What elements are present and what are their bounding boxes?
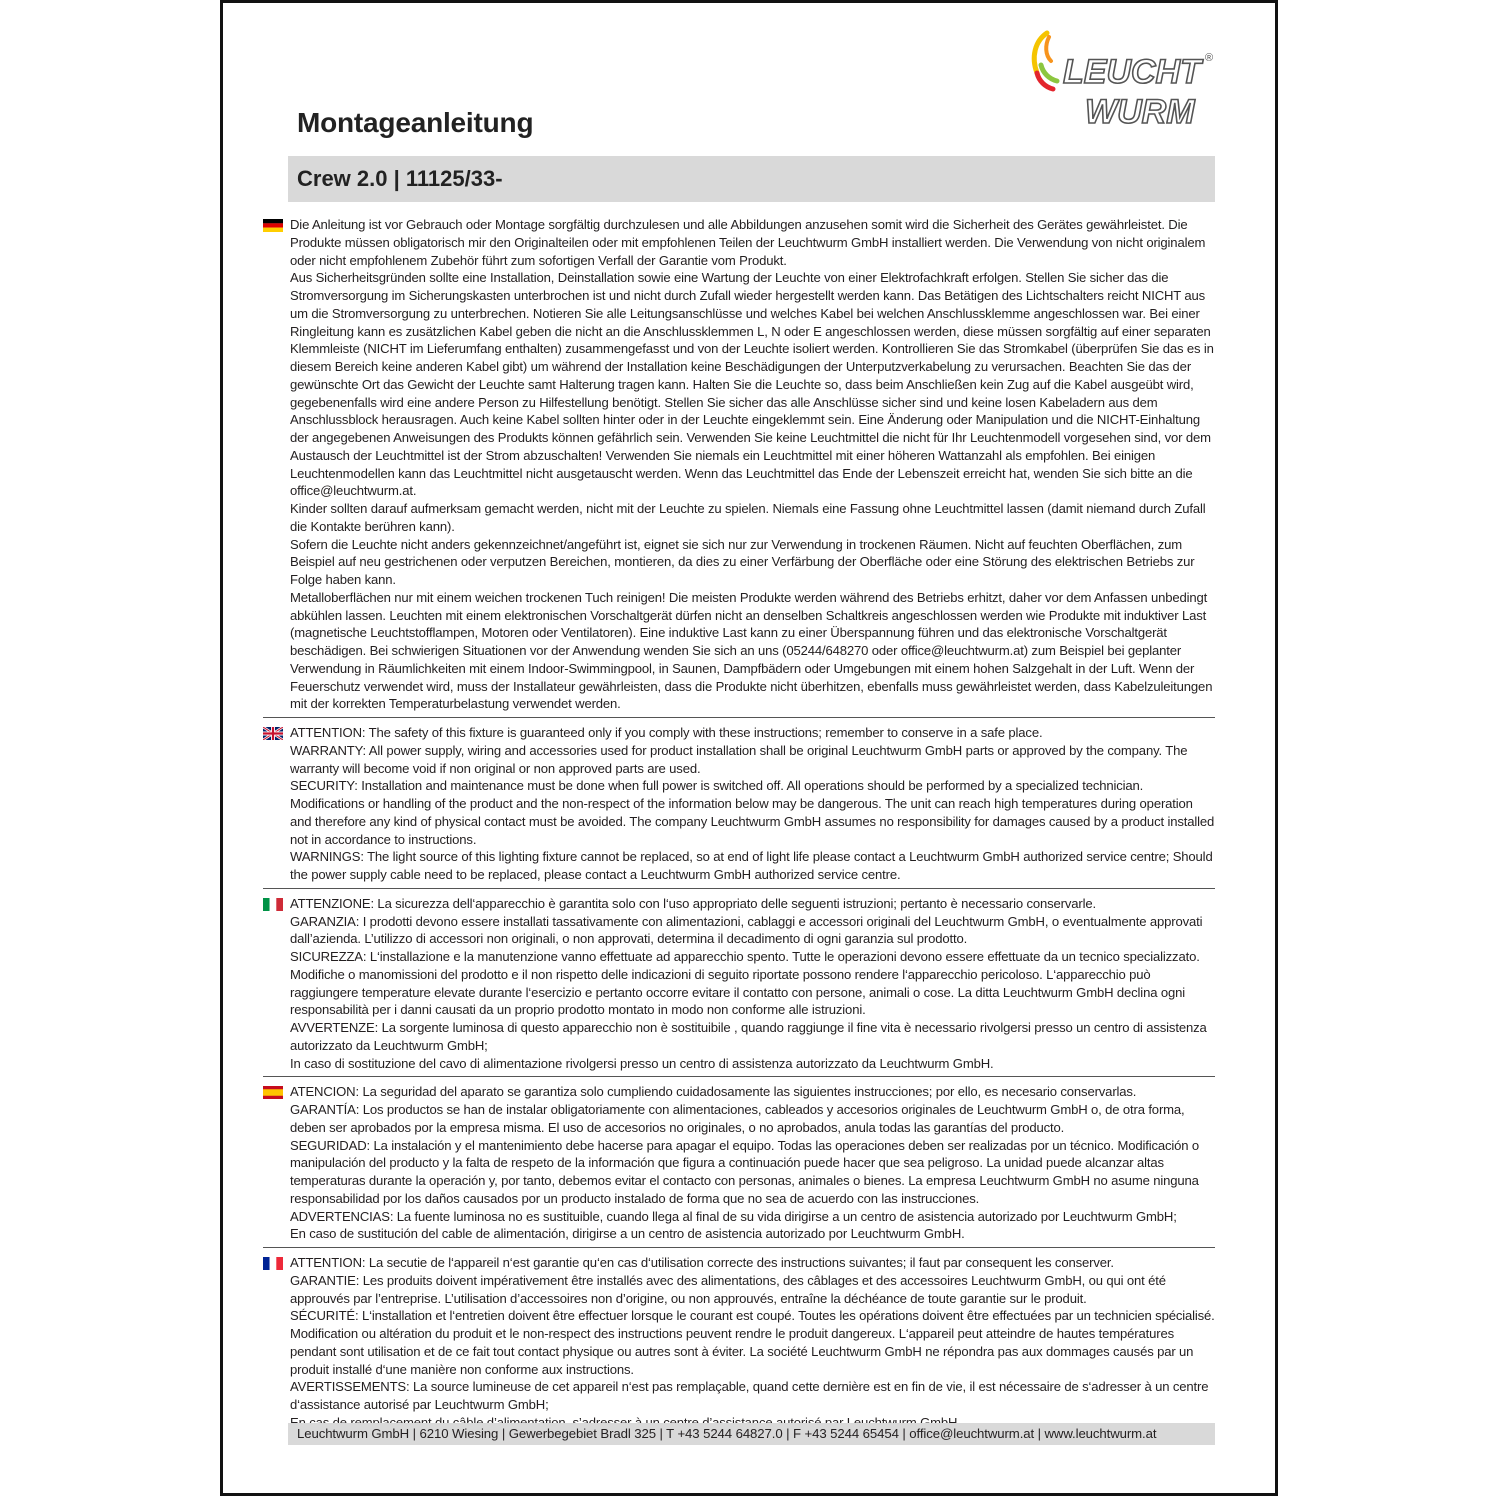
svg-text:LEUCHT: LEUCHT	[1063, 53, 1201, 91]
paragraph: GARANTIE: Les produits doivent impérativement être installés avec des alimentations, des câblages et des accessoires Leuchtwurm GmbH, ou qui ont été approuvés par l’entreprise. L’utilisation d’accessoires non d’origine, ou non approuvés, entraîne la déchéance de toute garantie sur le produit.	[290, 1272, 1166, 1306]
paragraph: ATTENTION: The safety of this fixture is guaranteed only if you comply with these instructions; remember to conserve in a safe place.	[290, 725, 1043, 740]
italian-flag-icon	[263, 898, 283, 911]
company-footer: Leuchtwurm GmbH | 6210 Wiesing | Gewerbegebiet Bradl 325 | T +43 5244 64827.0 | F +43 5244 65454 | office@leuchtwurm.at | www.leuchtwurm.at	[288, 1423, 1215, 1445]
paragraph: In caso di sostituzione del cavo di alimentazione rivolgersi presso un centro di assistenza autorizzato da Leuchtwurm GmbH.	[290, 1055, 994, 1071]
instructions-content	[263, 216, 1215, 1442]
section-en	[263, 724, 1215, 889]
svg-text:WURM: WURM	[1085, 93, 1195, 129]
page-title: Montageanleitung	[297, 107, 534, 138]
product-name: Crew 2.0 | 11125/33-	[297, 166, 503, 191]
paragraph: GARANZIA: I prodotti devono essere installati tassativamente con alimentazioni, cablaggi e accessori originali del Leuchtwurm GmbH, o eventualmente approvati dall’azienda. L’utilizzo di accessori non originali, o non approvati, determina il decadimento di ogni garanzia sul prodotto.	[290, 913, 1203, 947]
spanish-flag-icon	[263, 1086, 283, 1099]
uk-flag-icon	[263, 727, 283, 740]
section-es	[263, 1083, 1215, 1248]
svg-text:®: ®	[1205, 52, 1214, 64]
paragraph: AVERTISSEMENTS: La source lumineuse de cet appareil n‘est pas remplaçable, quand cette dernière est en fin de vie, il est nécessaire de s‘adresser à un centre d‘assistance autorisé par Leuchtwurm GmbH;	[290, 1379, 1209, 1412]
paragraph: AVVERTENZE: La sorgente luminosa di questo apparecchio non è sostituibile , quando raggiunge il fine vita è necessario rivolgersi presso un centro di assistenza autorizzato da Leuchtwurm GmbH;	[290, 1020, 1207, 1053]
product-header	[288, 156, 1215, 202]
leuchtwurm-logo	[1029, 25, 1215, 129]
section-it	[263, 895, 1215, 1078]
leuchtwurm-logo-graphic	[1029, 25, 1215, 129]
paragraph: SICUREZZA: L‘installazione e la manutenzione vanno effettuate ad apparecchio spento. Tutte le operazioni devono essere effettuate da un tecnico specializzato. Modifiche o manomissioni del prodotto e il non rispetto delle indicazioni di seguito riportate possono rendere l‘apparecchio pericoloso. L‘apparecchio può raggiungere temperature elevate durante l‘esercizio e pertanto occorre evitare il contatto con persone, animali o cose. La ditta Leuchtwurm GmbH declina ogni responsabilità per i danni causati da un proprio prodotto montato in modo non conforme alle istruzioni.	[290, 949, 1200, 1018]
paragraph: WARRANTY: All power supply, wiring and accessories used for product installation shall be original Leuchtwurm GmbH parts or approved by the company. The warranty will become void if non original or non approved parts are used.	[290, 742, 1188, 776]
paragraph: ATTENTION: La secutie de l‘appareil n‘est garantie qu‘en cas d‘utilisation correcte des instructions suivantes; il faut par consequent les conserver.	[290, 1255, 1114, 1270]
paragraph: En caso de sustitución del cable de alimentación, dirigirse a un centro de asistencia autorizado por Leuchtwurm GmbH.	[290, 1226, 965, 1242]
paragraph: ATENCION: La seguridad del aparato se garantiza solo cumpliendo cuidadosamente las siguientes instrucciones; por ello, es necesario conservarlas.	[290, 1084, 1137, 1100]
french-flag-icon	[263, 1257, 283, 1270]
document-page	[220, 0, 1278, 1496]
section-de	[263, 216, 1215, 718]
paragraph: SECURITY: Installation and maintenance must be done when full power is switched off. All operations should be performed by a specialized technician. Modifications or handling of the product and the non-respect of the information below may be dangerous. The unit can reach high temperatures during operation and therefore any kind of physical contact must be avoided. The company Leuchtwurm GmbH assumes no responsibility for damages caused by a product installed not in accordance to instructions.	[290, 778, 1215, 847]
paragraph: GARANTÍA: Los productos se han de instalar obligatoriamente con alimentaciones, cableados y accesorios originales de Leuchtwurm GmbH o, de otra forma, deben ser aprobados por la empresa misma. El uso de accesorios no originales, o no aprobados, anula todas las garantías del producto.	[290, 1102, 1185, 1135]
paragraph: Die Anleitung ist vor Gebrauch oder Montage sorgfältig durchzulesen und alle Abbildungen anzusehen somit wird die Sicherheit des Gerätes gewährleistet. Die Produkte müssen obligatorisch mir den Originalteilen oder mit empfohlenen Teilen der Leuchtwurm GmbH installiert werden. Die Verwendung von nicht originalem oder nicht empfohlenem Zubehör führt zum sofortigen Verfall der Garantie vom Produkt.	[290, 217, 1206, 268]
german-flag-icon	[263, 219, 283, 232]
paragraph: Aus Sicherheitsgründen sollte eine Installation, Deinstallation sowie eine Wartung der Leuchte von einer Elektrofachkraft erfolgen. Stellen Sie sicher das die Stromversorgung im Sicherungskasten unterbrochen ist und nicht durch Zufall wieder hergestellt werden kann. Das Betätigen des Lichtschalters reicht NICHT aus um die Stromversorgung zu unterbrechen. Notieren Sie alle Leitungsanschlüsse und welches Kabel bei welchen Anschlussklemme angeschlossen war. Bei einer Ringleitung kann es zusätzlichen Kabel geben die nicht an die Anschlussklemmen L, N oder E angeschlossen werden, diese müssen sorgfältig auf einer separaten Klemmleiste (NICHT im Lieferumfang enthalten) zusammengefasst und von der Leuchte isoliert werden. Kontrollieren Sie das Stromkabel (überprüfen Sie das es in diesem Bereich keine anderen Kabel gibt) um während der Installation keine Beschädigungen der Unterputzverkabelung zu verursachen. Beachten Sie das der gewünschte Ort das Gewicht der Leuchte samt Halterung tragen kann. Halten Sie die Leuchte so, dass beim Anschließen kein Zug auf die Kabel ausgeübt wird, gegebenenfalls wird eine andere Person zu Hilfestellung benötigt. Stellen Sie sicher das alle Anschlüsse sicher sind und keine losen Kabeladern aus dem Anschlussblock herausragen. Auch keine Kabel sollten hinter oder in der Leuchte eingeklemmt sein. Eine Änderung oder Manipulation und die NICHT-Einhaltung der angegebenen Anweisungen des Produkts können gefährlich sein. Verwenden Sie keine Leuchtmittel die nicht für Ihr Leuchtenmodell vorgesehen sind, vor dem Austausch der Leuchtmittel ist der Strom abzuschalten! Verwenden Sie niemals ein Leuchtmittel mit einer höheren Wattanzahl als empfohlen. Bei einigen Leuchtenmodellen kann das Leuchtmittel nicht ausgetauscht werden. Wenn das Leuchtmittel das Ende der Lebenszeit erreicht hat, wenden Sie sich bitte an die office@leuchtwurm.at.	[290, 270, 1214, 499]
paragraph: Sofern die Leuchte nicht anders gekennzeichnet/angeführt ist, eignet sie sich nur zur Verwendung in trockenen Räumen. Nicht auf feuchten Oberflächen, zum Beispiel auf neu gestrichenen oder verputzen Bereichen, montieren, da dies zu einer Verfärbung der Oberfläche oder eine Störung des elektrischen Betriebs zur Folge haben kann.	[290, 536, 1195, 587]
paragraph: ATTENZIONE: La sicurezza dell‘apparecchio è garantita solo con l‘uso appropriato delle seguenti istruzioni; pertanto è necessario conservarle.	[290, 895, 1096, 911]
paragraph: ADVERTENCIAS: La fuente luminosa no es sustituible, cuando llega al final de su vida dirigirse a un centro de asistencia autorizado por Leuchtwurm GmbH;	[290, 1208, 1177, 1224]
section-fr	[263, 1254, 1215, 1436]
paragraph: WARNINGS: The light source of this lighting fixture cannot be replaced, so at end of light life please contact a Leuchtwurm GmbH authorized service centre; Should the power supply cable need to be replaced, please contact a Leuchtwurm GmbH authorized service centre.	[290, 849, 1213, 882]
paragraph: SÉCURITÉ: L‘installation et l‘entretien doivent être effectuer lorsque le courant est coupé. Toutes les opérations doivent être effectuées par un technicien spécialisé. Modification ou altération du produit et le non-respect des instructions peuvent rendre le produit dangereux. L‘appareil peut atteindre de hautes températures pendant sont utilisation et de ce fait tout contact physique ou autres sont à éviter. La société Leuchtwurm GmbH ne répondra pas aux dommages causés par un produit installé d‘une manière non conforme aux instructions.	[290, 1308, 1215, 1377]
paragraph: SEGURIDAD: La instalación y el mantenimiento debe hacerse para apagar el equipo. Todas las operaciones deben ser realizadas por un técnico. Modificación o manipulación del producto y la falta de respeto de la información que figura a continuación puede hacer que sea peligroso. La unidad puede alcanzar altas temperaturas durante la operación y, por tanto, debemos evitar el contacto con personas, animales o bienes. La empresa Leuchtwurm GmbH no asume ninguna responsabilidad por los daños causados por un producto instalado de forma que no sea de acuerdo con las instrucciones.	[290, 1137, 1200, 1206]
paragraph: Kinder sollten darauf aufmerksam gemacht werden, nicht mit der Leuchte zu spielen. Niemals eine Fassung ohne Leuchtmittel lassen (damit niemand durch Zufall die Kontakte berühren kann).	[290, 501, 1206, 534]
paragraph: Metalloberflächen nur mit einem weichen trockenen Tuch reinigen! Die meisten Produkte werden während des Betriebs erhitzt, daher vor dem Anfassen unbedingt abkühlen lassen. Leuchten mit einem elektronischen Vorschaltgerät dürfen nicht an denselben Schaltkreis angeschlossen werden wie Produkte mit induktiver Last (magnetische Leuchtstofflampen, Motoren oder Ventilatoren). Eine induktive Last kann zu einer Überspannung führen und das elektronische Vorschaltgerät beschädigen. Bei schwierigen Situationen vor der Anwendung wenden Sie sich an uns (05244/648270 oder office@leuchtwurm.at) zum Beispiel bei geplanter Verwendung in Räumlichkeiten mit einem Indoor-Swimmingpool, in Saunen, Dampfbädern oder Umgebungen mit einem hohen Salzgehalt in der Luft. Wenn der Feuerschutz verwendet wird, muss der Installateur gewährleisten, dass die Produkte nicht überhitzen, ebenfalls muss gewährleistet werden, dass Kabelzuleitungen mit der korrekten Temperaturbelastung verwendet werden.	[290, 589, 1213, 712]
